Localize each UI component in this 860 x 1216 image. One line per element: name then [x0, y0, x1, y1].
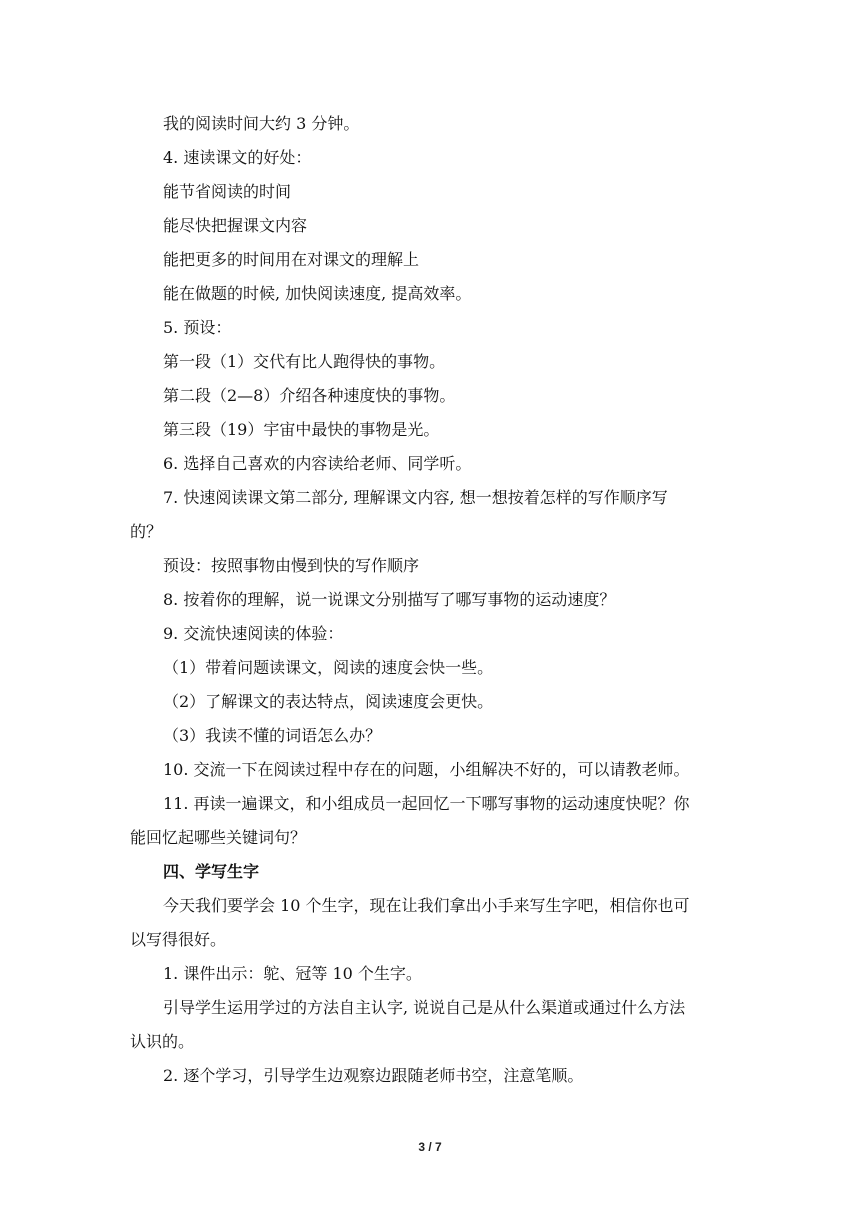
- list-item-4: 4. 速读课文的好处：: [163, 148, 312, 167]
- text-line: 预设：按照事物由慢到快的写作顺序: [163, 556, 420, 575]
- list-item-5: 5. 预设：: [163, 318, 232, 337]
- paragraph-continued: 认识的。: [130, 1032, 195, 1051]
- text-line: （2）了解课文的表达特点，阅读速度会更快。: [163, 692, 494, 711]
- text-line: （3）我读不懂的词语怎么办？: [163, 726, 382, 745]
- page-content: [130, 107, 740, 1093]
- list-item-6: 6. 选择自己喜欢的内容读给老师、同学听。: [163, 454, 472, 473]
- list-item-9: 9. 交流快速阅读的体验：: [163, 624, 344, 643]
- list-item-11-continued: 能回忆起哪些关键词句？: [130, 828, 307, 847]
- list-item-8: 8. 按着你的理解，说一说课文分别描写了哪写事物的运动速度？: [163, 590, 616, 609]
- page-number: 3 / 7: [418, 1140, 442, 1154]
- paragraph: 引导学生运用学过的方法自主认字, 说说自己是从什么渠道或通过什么方法: [163, 998, 686, 1017]
- text-line: （1）带着问题读课文，阅读的速度会快一些。: [163, 658, 494, 677]
- list-item-7-continued: 的？: [130, 522, 163, 541]
- text-line: 能把更多的时间用在对课文的理解上: [163, 250, 420, 269]
- text-line: 第一段（1）交代有比人跑得快的事物。: [163, 352, 446, 371]
- text-line: 能在做题的时候, 加快阅读速度, 提高效率。: [163, 284, 472, 303]
- text-line: 能尽快把握课文内容: [163, 216, 308, 235]
- list-item-11: 11. 再读一遍课文，和小组成员一起回忆一下哪写事物的运动速度快呢？你: [163, 794, 690, 813]
- paragraph-continued: 以写得很好。: [130, 930, 227, 949]
- paragraph: 今天我们要学会 10 个生字，现在让我们拿出小手来写生字吧，相信你也可: [163, 896, 690, 915]
- list-item-2: 2. 逐个学习，引导学生边观察边跟随老师书空，注意笔顺。: [163, 1066, 584, 1085]
- text-line: 第三段（19）宇宙中最快的事物是光。: [163, 420, 440, 439]
- text-line: 第二段（2—8）介绍各种速度快的事物。: [163, 386, 456, 405]
- list-item-1: 1. 课件出示：鸵、冠等 10 个生字。: [163, 964, 422, 983]
- list-item-10: 10. 交流一下在阅读过程中存在的问题，小组解决不好的，可以请教老师。: [163, 760, 690, 779]
- list-item-7: 7. 快速阅读课文第二部分, 理解课文内容, 想一想按着怎样的写作顺序写: [163, 488, 668, 507]
- text-line: 能节省阅读的时间: [163, 182, 292, 201]
- section-heading: 四、学写生字: [163, 862, 260, 881]
- text-line: 我的阅读时间大约 3 分钟。: [163, 114, 360, 133]
